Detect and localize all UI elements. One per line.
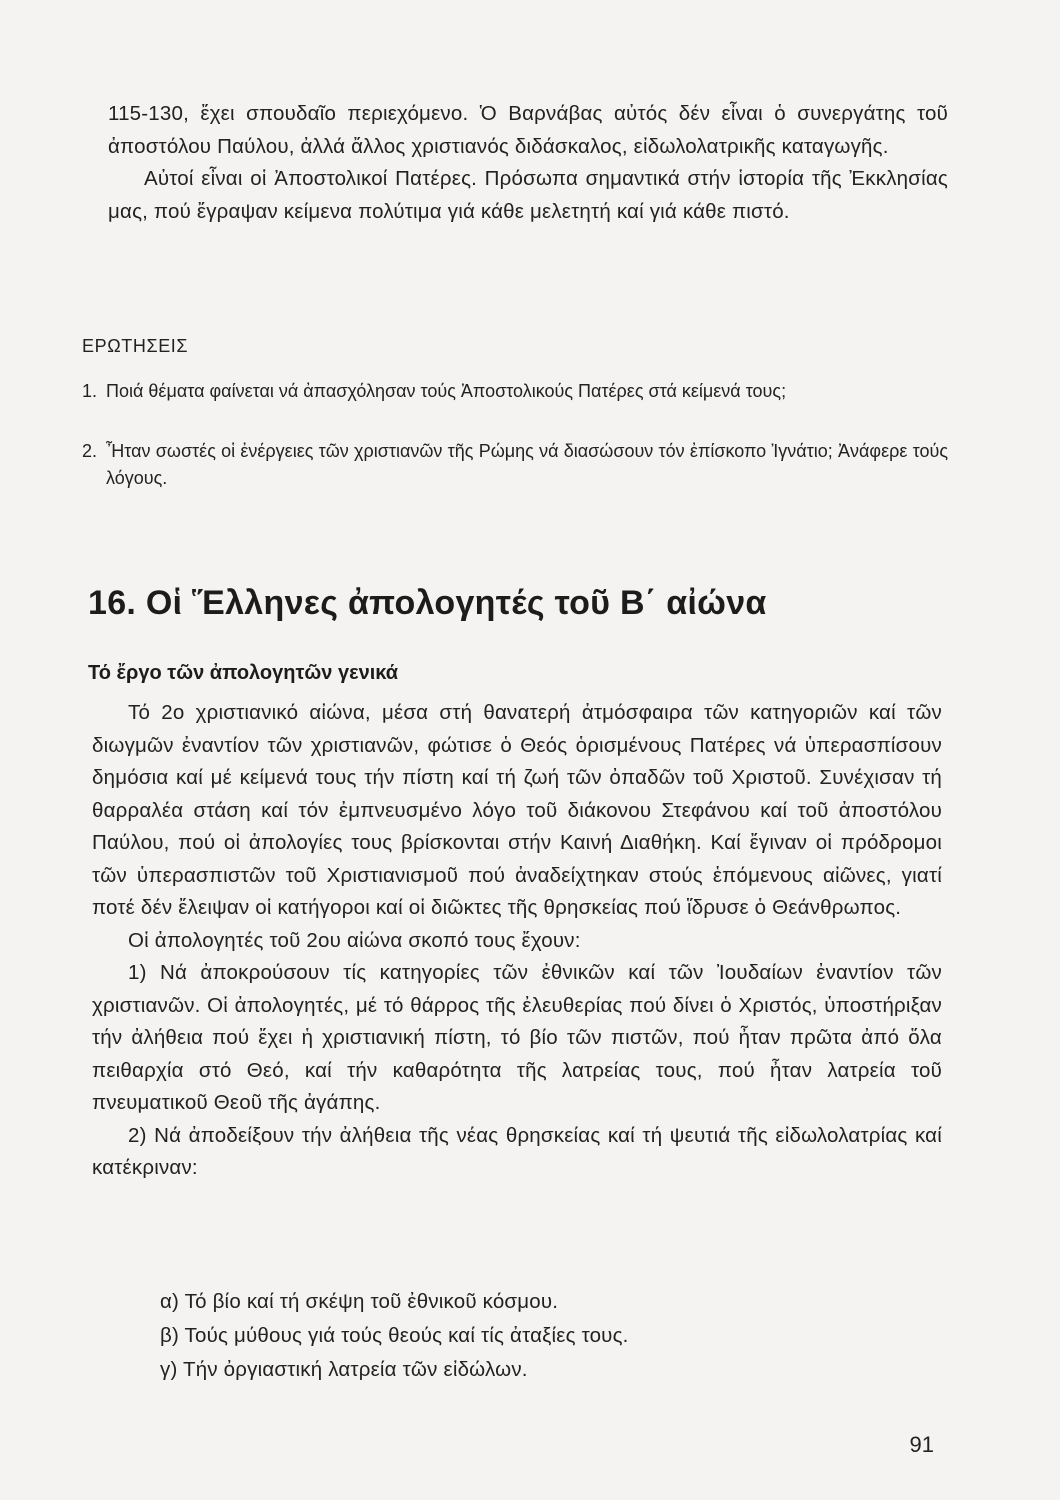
question-item [82, 378, 948, 405]
question-text: Ποιά θέματα φαίνεται νά ἀπασχόλησαν τούς Ἀποστολικούς Πατέρες στά κείμενά τους; [106, 381, 787, 401]
intro-paragraph-2: Αὐτοί εἶναι οἱ Ἀποστολικοί Πατέρες. Πρόσωπα σημαντικά στήν ἱστορία τῆς Ἐκκλησίας μας, πού ἔγραψαν κείμενα πολύτιμα γιά κάθε μελετητή καί γιά κάθε πιστό. [108, 167, 948, 223]
chapter-title: 16. Οἱ Ἕλληνες ἀπολογητές τοῦ Β΄ αἰώνα [88, 584, 767, 622]
section-title: Τό ἔργο τῶν ἀπολογητῶν γενικά [88, 662, 399, 684]
question-number: 1. [82, 381, 98, 401]
chapter-paragraph-1: Τό 2ο χριστιανικό αἰώνα, μέσα στή θανατερή ἀτμόσφαιρα τῶν κατηγοριῶν καί τῶν διωγμῶν ἐναντίον τῶν χριστιανῶν, φώτισε ὁ Θεός ὁρισμένους Πατέρες νά ὑπερασπίσουν δημόσια καί μέ κείμενά τους τήν πίστη καί τή ζωή τῶν ὀπαδῶν τοῦ Χριστοῦ. Συνέχισαν τή θαρραλέα στάση καί τόν ἐμπνευσμένο λόγο τοῦ διάκονου Στεφάνου καί τοῦ ἀποστόλου Παύλου, πού οἱ ἀπολογίες τους βρίσκονται στήν Καινή Διαθήκη. Καί ἔγιναν οἱ πρόδρομοι τῶν ὑπερασπιστῶν τοῦ Χριστιανισμοῦ πού ἀναδείχτηκαν στούς ἑπόμενους αἰῶνες, γιατί ποτέ δέν ἔλειψαν οἱ κατήγοροι καί οἱ διῶκτες τῆς θρησκείας πού ἵδρυσε ὁ Θεάνθρωπος. [92, 701, 942, 919]
intro-text [108, 98, 948, 228]
list-item: γ) Τήν ὀργιαστική λατρεία τῶν εἰδώλων. [160, 1358, 528, 1381]
list-item: β) Τούς μύθους γιά τούς θεούς καί τίς ἀταξίες τους. [160, 1324, 629, 1347]
question-number: 2. [82, 441, 98, 461]
question-item [82, 438, 948, 491]
page-number: 91 [909, 1432, 934, 1457]
chapter-paragraph-4: 2) Νά ἀποδείξουν τήν ἀλήθεια τῆς νέας θρησκείας καί τή ψευτιά τῆς εἰδωλολατρίας καί κατέκριναν: [92, 1123, 942, 1179]
intro-paragraph-1: 115-130, ἔχει σπουδαῖο περιεχόμενο. Ὁ Βαρνάβας αὐτός δέν εἶναι ὁ συνεργάτης τοῦ ἀποστόλου Παύλου, ἀλλά ἄλλος χριστιανός διδάσκαλος, εἰδωλολατρικῆς καταγωγῆς. [108, 102, 948, 158]
chapter-body [92, 697, 942, 1185]
chapter-paragraph-2: Οἱ ἀπολογητές τοῦ 2ου αἰώνα σκοπό τους ἔχουν: [128, 928, 581, 952]
chapter-paragraph-3: 1) Νά ἀποκρούσουν τίς κατηγορίες τῶν ἐθνικῶν καί τῶν Ἰουδαίων ἐναντίον τῶν χριστιανῶν. Οἱ ἀπολογητές, μέ τό θάρρος τῆς ἐλευθερίας πού δίνει ὁ Χριστός, ὑποστήριξαν τήν ἀλήθεια πού ἔχει ἡ χριστιανική πίστη, τό βίο τῶν πιστῶν, πού ἦταν πρῶτα ἀπό ὅλα πειθαρχία στό Θεό, καί τήν καθαρότητα τῆς λατρείας τους, πού ἦταν λατρεία τοῦ πνευματικοῦ Θεοῦ τῆς ἀγάπης. [92, 961, 942, 1114]
list-item: α) Τό βίο καί τή σκέψη τοῦ ἐθνικοῦ κόσμου. [160, 1290, 559, 1313]
questions-heading: ΕΡΩΤΗΣΕΙΣ [82, 336, 189, 356]
question-text: Ἦταν σωστές οἱ ἐνέργειες τῶν χριστιανῶν τῆς Ρώμης νά διασώσουν τόν ἐπίσκοπο Ἰγνάτιο; Ἀνάφερε τούς λόγους. [106, 441, 948, 488]
